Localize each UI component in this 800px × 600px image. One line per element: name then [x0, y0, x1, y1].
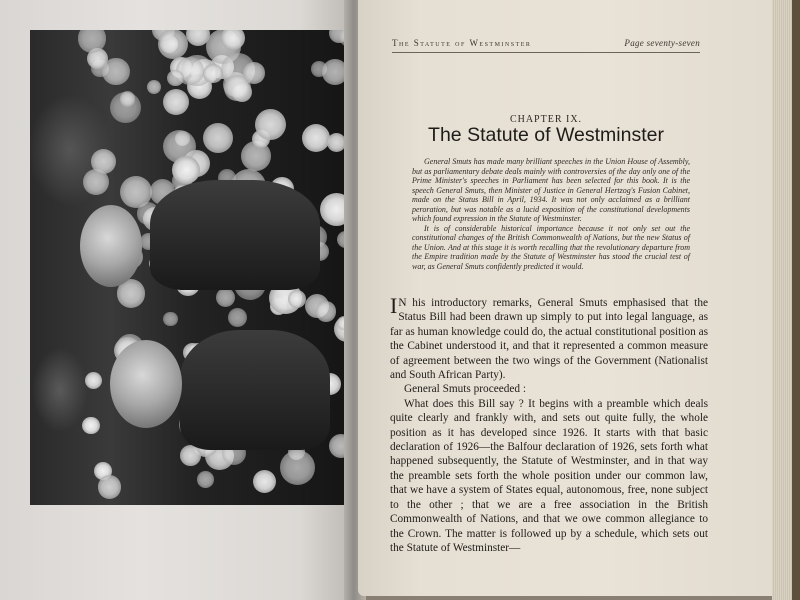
daffodil-flower — [85, 372, 102, 389]
daffodil-flower — [228, 308, 247, 327]
daffodil-flower — [82, 417, 100, 435]
body-paragraph: General Smuts proceeded : — [404, 383, 527, 396]
photo-woman-body — [180, 330, 330, 450]
daffodil-flower — [158, 30, 188, 59]
photo-woman-head — [110, 340, 182, 428]
daffodil-flower — [163, 89, 189, 115]
body-text — [390, 293, 708, 555]
page-edges — [772, 0, 800, 600]
daffodil-flower — [120, 91, 136, 107]
daffodil-flower — [280, 450, 315, 485]
daffodil-flower — [180, 445, 201, 466]
chapter-label: CHAPTER IX. — [509, 114, 583, 125]
daffodil-flower — [167, 70, 183, 86]
chapter-title: The Statute of Westminster — [428, 124, 664, 146]
left-page — [0, 0, 352, 600]
body-paragraph: I N his introductory remarks, General Smuts emphasised that the Status Bill had been drawn up simply to put into legal language, as far as human knowledge could do, the actual constitutional position as the Cabinet understood it, and that it represented a common measure of agreement between the two wings of the Government (Nationalist and South African Party). — [390, 293, 708, 382]
running-head-title: The Statute of Westminster — [392, 38, 532, 48]
intro-paragraph: It is of considerable historical importance because it not only set out the constitutional changes of the British Commonwealth of Nations, but the new Status of the Union. And at this stage it is worth recalling that the revolutionary departure from the Empire tradition made by the Statute of Westminster has stood the crucial test of war, as General Smuts confidently predicted it would. — [412, 223, 690, 271]
photo-man-head — [80, 205, 142, 287]
daffodil-flower — [288, 290, 306, 308]
body-paragraph: What does this Bill say ? It begins with a preamble which deals quite clearly and frankly with, and sets out quite fully, the whole position as it has developed since 1926. It starts with that basic declaration of 1926—the Balfour declaration of 1926, sets forth what happened subsequently, the Statute of Westminster, and in that way the preamble sets forth the whole position under our common law, that we have a system of States equal, autonomous, free, none subject to the other ; that we are a free association in the British Commonwealth of Nations, and that we owe common allegiance to the Crown. The matter is followed up by a schedule, which sets out the Statute of Westminster— — [390, 397, 708, 554]
drop-cap: I — [390, 293, 398, 318]
daffodil-flower — [316, 301, 337, 322]
intro-paragraph: General Smuts has made many brilliant speeches in the Union House of Assembly, but as parliamentary debate deals mainly with controversies of the day only one of the Prime Minister's speeches in Parliament has been selected for this book. It is the speech General Smuts, then Minister of Justice in General Hertzog's Fusion Cabinet, made on the Status Bill in April, 1934. It was not only acclaimed as a brilliant peroration, but was notable as a lucid exposition of the constitutional developments which found expression in the Statute of Westminster. — [412, 157, 690, 223]
page-number: Page seventy-seven — [624, 38, 700, 48]
daffodil-flower — [91, 149, 116, 174]
daffodil-flower — [197, 471, 214, 488]
daffodil-flower — [255, 109, 286, 140]
daffodil-flower — [221, 30, 245, 50]
photo-man-body — [150, 180, 320, 290]
photograph — [30, 30, 352, 505]
daffodil-flower — [102, 58, 130, 86]
running-head — [392, 38, 700, 48]
chapter-introduction — [412, 157, 690, 271]
daffodil-flower — [243, 62, 265, 84]
header-rule — [392, 52, 700, 53]
daffodil-flower — [203, 123, 233, 153]
